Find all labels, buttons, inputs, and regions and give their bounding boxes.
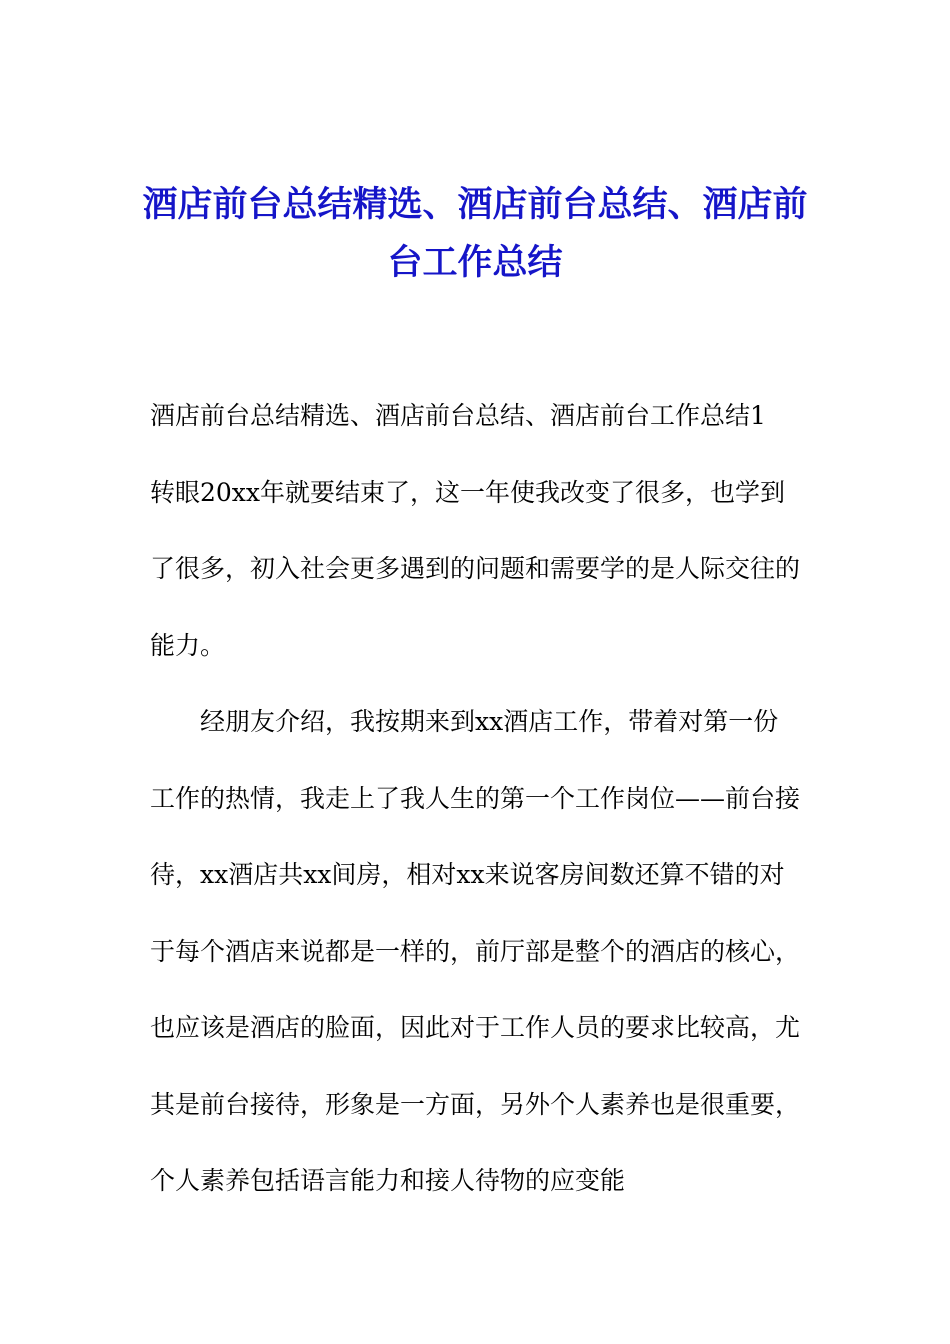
paragraph-2: 经朋友介绍，我按期来到xx酒店工作，带着对第一份工作的热情，我走上了我人生的第一个工作岗位——前台接待，xx酒店共xx间房，相对xx来说客房间数还算不错的对于每个酒店来说都是一样的，前厅部是整个的酒店的核心，也应该是酒店的脸面，因此对于工作人员的要求比较高，尤其是前台接待，形象是一方面，另外个人素养也是很重要，个人素养包括语言能力和接人待物的应变能	[150, 707, 801, 1195]
paragraph-1: 转眼20xx年就要结束了，这一年使我改变了很多，也学到了很多，初入社会更多遇到的问题和需要学的是人际交往的能力。	[150, 477, 801, 660]
document-title: 酒店前台总结精选、酒店前台总结、酒店前台工作总结	[142, 184, 808, 283]
document-body	[150, 378, 800, 1220]
section-heading-line: 酒店前台总结精选、酒店前台总结、酒店前台工作总结1	[150, 401, 766, 430]
